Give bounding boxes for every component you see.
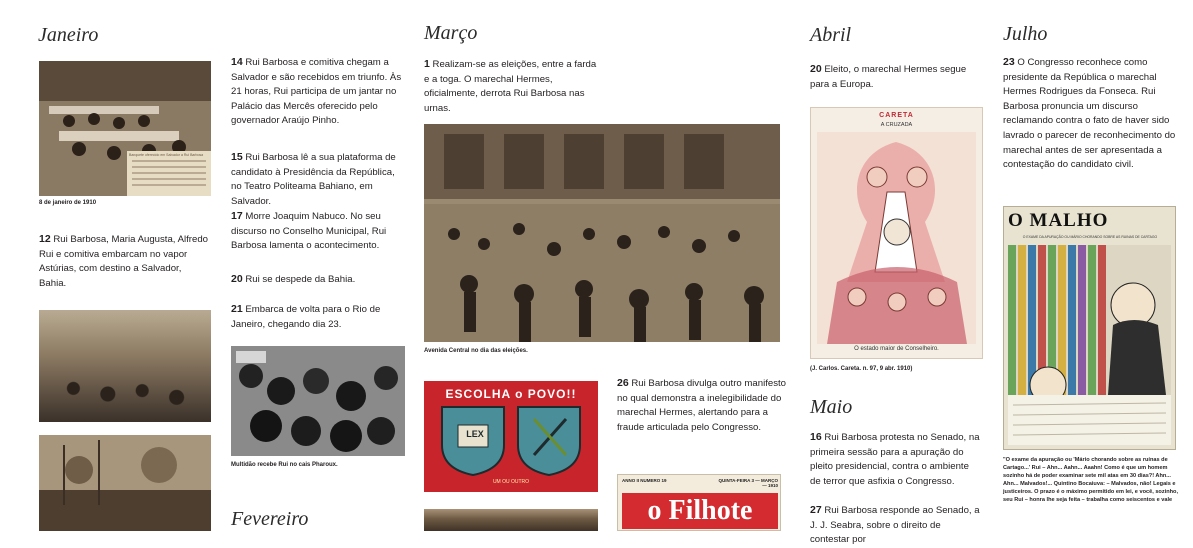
poster-title: ESCOLHA o POVO!! [445,387,577,401]
avenida-photo-caption: Avenida Central no dia das eleições. [424,348,528,354]
month-heading-maio: Maio [810,396,853,418]
month-heading-fevereiro: Fevereiro [231,508,309,530]
entry-janeiro-15 [231,150,405,209]
banquet-photo [39,61,211,196]
entry-day: 27 [810,504,822,516]
poster-shields [438,405,584,477]
entry-text: Embarca de volta para o Rio de Janeiro, chegando dia 23. [231,304,381,330]
cais-pharoux-photo [231,346,405,456]
o-filhote-cover [617,474,781,531]
careta-subtitle: A CRUZADA [880,122,913,128]
entry-day: 16 [810,431,822,443]
month-heading-julho: Julho [1003,23,1048,45]
entry-janeiro-21 [231,302,405,332]
banquet-photo-caption: 8 de janeiro de 1910 [39,200,97,206]
salvador-crowd-photo [39,310,211,422]
cais-photo-caption: Multidão recebe Rui no cais Pharoux. [231,462,338,468]
entry-day: 15 [231,151,243,163]
entry-text: Rui se despede da Bahia. [245,274,356,285]
malho-illustration [1008,245,1171,445]
entry-text: Rui Barbosa e comitiva chegam a Salvador e são recebidos em triunfo. Às 21 horas, Rui participa de um jantar no Palácio das Mercês oferecido pelo governador Araújo Pinho. [231,57,402,127]
building-photo [424,509,598,531]
entry-day: 14 [231,56,243,68]
avenida-photo-art [424,124,780,342]
entry-day: 12 [39,233,51,245]
careta-cover [810,107,983,359]
malho-subtitle: O EXAME DA APURAÇÃO OU MÁRIO CHORANDO SOBRE AS RUINAS DE CARTAGO [1022,235,1158,239]
entry-day: 23 [1003,56,1015,68]
entry-marco-26 [617,376,787,435]
street-photo-art [39,435,211,531]
salvador-street-photo [39,435,211,531]
filhote-masthead: o Filhote [622,493,778,529]
filhote-number: ANNO II NUMERO 19 [622,478,667,483]
banquet-photo-art [39,61,211,196]
entry-marco-1 [424,57,600,116]
entry-janeiro-14 [231,55,405,129]
entry-maio-16 [810,430,982,489]
avenida-central-photo [424,124,780,342]
entry-text: O Congresso reconhece como presidente da República o marechal Hermes Rodrigues da Fonseca. Rui Barbosa pronuncia um discurso reclamando contra o fato de haver sido lavrado o parecer de reconhecimento do marechal antes de ser apresentada a contestação do candidato civil. [1003,57,1176,171]
entry-maio-27 [810,503,982,546]
entry-day: 17 [231,210,243,222]
entry-day: 26 [617,377,629,389]
entry-text: Morre Joaquim Nabuco. No seu discurso no Conselho Municipal, Rui Barbosa lamenta o acontecimento. [231,211,387,252]
careta-bottom-text: O estado maior de Conselheiro. [854,346,939,352]
malho-title: O MALHO [1008,210,1109,231]
entry-janeiro-20 [231,272,405,288]
poster-lex: LEX [466,429,484,439]
filhote-date: QUINTA-FEIRA 3 — MARÇO — 1910 [718,478,778,488]
entry-julho-23 [1003,55,1177,173]
entry-day: 1 [424,58,430,70]
entry-text: Eleito, o marechal Hermes segue para a Europa. [810,64,967,90]
entry-text: Rui Barbosa divulga outro manifesto no qual demonstra a inelegibilidade do marechal Hermes, alertando para a fraude articulada pelo Congresso. [617,378,787,433]
entry-day: 20 [231,273,243,285]
poster-bottom-text: UM OU OUTRO [492,479,530,485]
escolha-o-povo-poster [424,381,598,492]
entry-day: 21 [231,303,243,315]
o-malho-cover [1003,206,1176,450]
entry-text: Realizam-se as eleições, entre a farda e a toga. O marechal Hermes, oficialmente, derrota Rui Barbosa nas urnas. [424,59,597,114]
entry-janeiro-12 [39,232,211,291]
entry-janeiro-17 [231,209,405,254]
entry-text: Rui Barbosa lê a sua plataforma de candidato à Presidência da República, no Teatro Politeama Bahiano, em Salvador. [231,152,396,207]
careta-caption: (J. Carlos. Careta. n. 97, 9 abr. 1910) [810,366,913,372]
entry-abril-20 [810,62,982,92]
malho-caption: "O exame da apuração ou 'Mário chorando sobre as ruínas de Cartago...' Rui – Ahn... Aahn... Aaahn! Como é que um homem sozinho há de poder examinar sete mil atas em 30 dias?! Ahn... Ahn... Malvados!... Quintino Bocaiuva: – Malvados, não! Legais e justiceiros. O prazo é o máximo permitido em lei, e você, sozinho, seu Rui – honra lhe seja feita – trabalha como seiscentos e vale [1003,457,1179,503]
banquet-inset-text: Banquete oferecido em Salvador a Rui Barbosa [129,153,204,157]
careta-title: CARETA [879,112,914,119]
entry-text: Rui Barbosa protesta no Senado, na primeira sessão para a apuração do pleito presidencial, contra o ambiente de terror que asfixia o Congresso. [810,432,980,487]
month-heading-janeiro: Janeiro [38,24,99,46]
month-heading-abril: Abril [810,24,852,46]
entry-text: Rui Barbosa responde ao Senado, a J. J. Seabra, sobre o direito de contestar por [810,505,980,546]
cais-photo-art [231,346,405,456]
entry-day: 20 [810,63,822,75]
careta-illustration [817,132,976,344]
month-heading-marco: Março [424,22,478,44]
entry-text: Rui Barbosa, Maria Augusta, Alfredo Rui e comitiva embarcam no vapor Astúrias, com destino a Salvador, Bahia. [39,234,209,289]
